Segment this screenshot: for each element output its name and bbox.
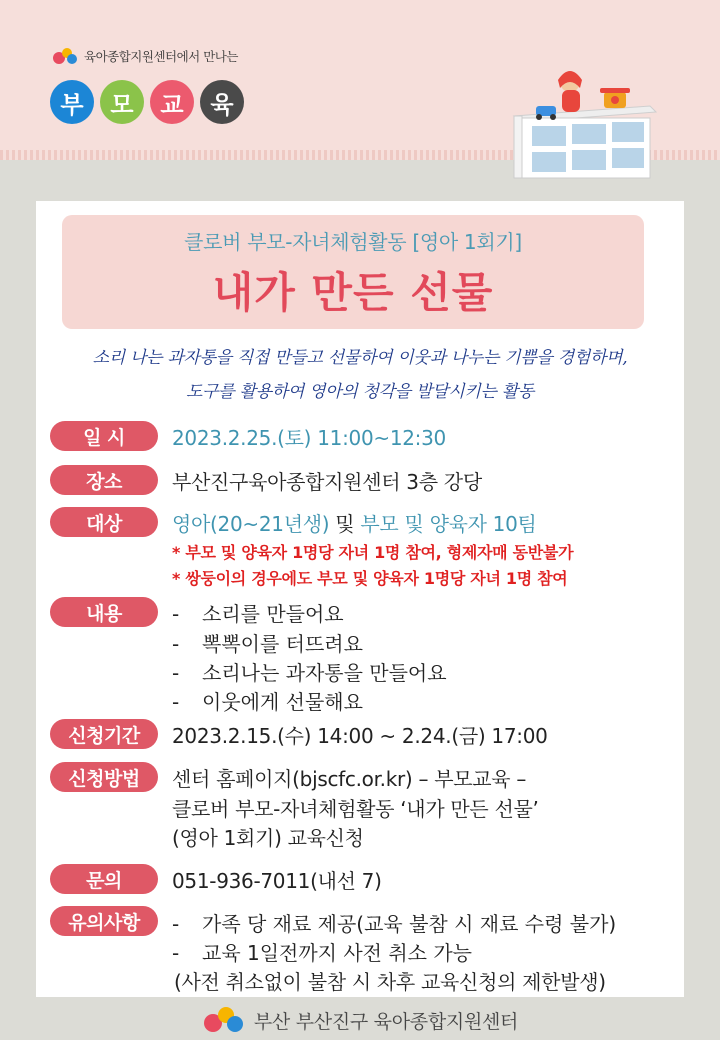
content-item-3: [172, 657, 447, 686]
bullet-dash: -: [172, 602, 180, 626]
label-place: 장소: [50, 465, 158, 495]
label-content: 내용: [50, 597, 158, 627]
intro-line-1: 소리 나는 과자통을 직접 만들고 선물하여 이웃과 나누는 기쁨을 경험하며,: [92, 348, 628, 368]
content-item-text: 이웃에게 선물해요: [202, 690, 363, 714]
circle-char-1: 부: [50, 80, 94, 124]
center-logo-icon: [52, 46, 78, 66]
bullet-dash: -: [172, 632, 180, 656]
header-subtitle: 육아종합지원센터에서 만나는: [84, 49, 238, 64]
value-date: 2023.2.25.(토) 11:00~12:30: [172, 426, 446, 450]
method-line-2: 클로버 부모-자녀체험활동 ‘내가 만든 선물’: [172, 797, 539, 821]
target-and: 및: [329, 512, 361, 536]
program-main-title: 내가 만든 선물: [212, 268, 494, 317]
footer-org-name: 부산 부산진구 육아종합지원센터: [253, 1010, 519, 1033]
method-line-3: (영아 1회기) 교육신청: [172, 826, 364, 850]
content-item-1: [172, 598, 344, 627]
label-period: 신청기간: [50, 719, 158, 749]
program-pre-title: 클로버 부모-자녀체험활동 [영아 1회기]: [184, 230, 522, 254]
circle-char-3: 교: [150, 80, 194, 124]
toy-shelf-illustration: [508, 66, 658, 180]
content-item-2: [172, 628, 363, 657]
label-method: 신청방법: [50, 762, 158, 792]
value-contact: 051-936-7011(내선 7): [172, 869, 382, 893]
target-note-1: * 부모 및 양육자 1명당 자녀 1명 참여, 형제자매 동반불가: [172, 543, 574, 562]
content-item-text: 소리를 만들어요: [202, 602, 344, 626]
target-note-2: * 쌍둥이의 경우에도 부모 및 양육자 1명당 자녀 1명 참여: [172, 569, 568, 588]
label-notice: 유의사항: [50, 906, 158, 936]
value-place: 부산진구육아종합지원센터 3층 강당: [172, 470, 482, 494]
circle-char-2: 모: [100, 80, 144, 124]
content-item-4: [172, 686, 363, 715]
header-logo-row: [52, 46, 238, 66]
value-target: [172, 508, 537, 537]
bullet-dash: -: [172, 912, 180, 936]
parent-education-circles: [50, 80, 244, 124]
bullet-dash: -: [172, 941, 180, 965]
notice-item-2: [172, 937, 472, 966]
label-target: 대상: [50, 507, 158, 537]
target-parents: 부모 및 양육자 10팀: [360, 512, 537, 536]
bullet-dash: -: [172, 690, 180, 714]
intro-line-2: 도구를 활용하여 영아의 청각을 발달시키는 활동: [186, 382, 534, 402]
notice-item-1: [172, 908, 616, 937]
notice-item-text: 가족 당 재료 제공(교육 불참 시 재료 수령 불가): [202, 912, 617, 936]
label-date: 일 시: [50, 421, 158, 451]
value-period: 2023.2.15.(수) 14:00 ~ 2.24.(금) 17:00: [172, 724, 548, 748]
circle-char-4: 육: [200, 80, 244, 124]
footer-logo-icon: [202, 1005, 246, 1035]
content-item-text: 소리나는 과자통을 만들어요: [202, 661, 447, 685]
bullet-dash: -: [172, 661, 180, 685]
content-item-text: 뽁뽁이를 터뜨려요: [202, 632, 363, 656]
notice-item-text: 교육 1일전까지 사전 취소 가능: [202, 941, 472, 965]
target-age: 영아(20~21년생): [172, 512, 330, 536]
label-contact: 문의: [50, 864, 158, 894]
notice-item-3: (사전 취소없이 불참 시 차후 교육신청의 제한발생): [174, 970, 606, 994]
method-line-1: 센터 홈페이지(bjscfc.or.kr) – 부모교육 –: [172, 767, 527, 791]
footer: [0, 1000, 720, 1040]
